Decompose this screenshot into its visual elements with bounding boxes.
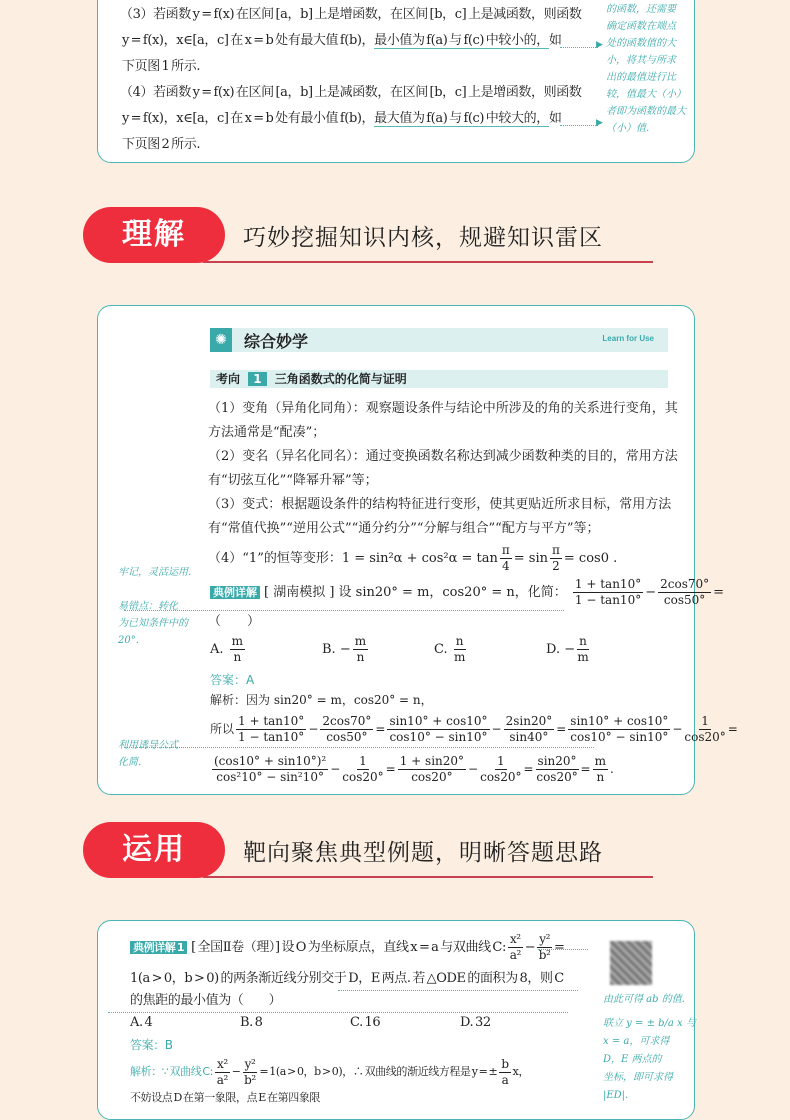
solution-step-1: 所以 $\frac{1 + \tan 10^\circ}{1 - \tan 10^\circ}$ − $\frac{2\cos 70^\circ}{\cos 50^\circ}$ = $\frac{\sin 10^\circ + \cos 10^\circ}{\cos 10^\circ - \sin 10^\circ}$ − $\frac{2\sin 20^\circ}{\sin 40^\circ}$ = $\frac{\sin 10^\circ + \cos 10^\circ}{\cos 10^\circ - \sin 10^\circ}$ − $\frac{1}{\cos 20^\circ}$ = xyxy=(210,714,738,744)
answer: 答案：A xyxy=(210,673,255,687)
banner-label: 理解 xyxy=(83,207,225,263)
analysis-line-2: 不妨设点 D 在第一象限，点 E 在第四象限 xyxy=(130,1091,321,1104)
card-monotonic-max-min xyxy=(97,0,695,163)
method-line: 有“切弦互化”“降幂升幂”等； xyxy=(208,473,378,488)
option-b[interactable]: B. − $\frac{m}{n}$ xyxy=(322,634,367,664)
item3-line3: 下页图 1 所示. xyxy=(122,59,201,74)
section-title: 综合妙学 xyxy=(244,332,309,351)
qr-code[interactable] xyxy=(610,941,652,985)
option-a[interactable]: A. $\frac{m}{n}$ xyxy=(210,634,244,664)
banner-text: 靶向聚焦典型例题，明晰答题思路 xyxy=(243,840,603,866)
option-c[interactable]: C. $\frac{n}{m}$ xyxy=(434,634,466,664)
note-solve-3: D，E 两点的 xyxy=(603,1054,662,1065)
note-error-point-3: 20°. xyxy=(118,635,139,646)
card-example xyxy=(97,920,695,1120)
method-line: （2）变名（异名化同名）：通过变换函数名称达到减少函数种类的目的，常用方法 xyxy=(208,449,678,464)
note-solve-2: x = a，可求得 xyxy=(603,1036,670,1047)
options xyxy=(210,632,610,668)
analysis: 解析：因为 sin20° = m，cos20° = n， xyxy=(210,693,433,707)
example-question: 典例详解 [ 湖南模拟 ] 设 sin20° = m，cos20° = n，化简： $\frac{1 + \tan 10^\circ}{1 - \tan 10^\circ}$ − $\frac{2\cos 70^\circ}{\cos 50^\circ}$ = xyxy=(210,576,724,610)
answer-blank: （ ） xyxy=(208,614,261,629)
banner-text: 巧妙挖掘知识内核，规避知识雷区 xyxy=(243,225,603,251)
arrow-icon: ▶ xyxy=(596,40,603,50)
option-a[interactable]: A. 4 xyxy=(130,1015,153,1030)
item3-line2: y = f(x)，x∈[a，c] 在 x = b 处有最大值 f(b)，最小值为 f(a) 与 f(c) 中较小的，如 xyxy=(122,33,562,48)
note-induction-2: 化简. xyxy=(118,757,142,768)
note-error-point-2: 为已知条件中的 xyxy=(118,618,188,629)
note-solve-5: |ED|. xyxy=(603,1090,629,1101)
option-c[interactable]: C. 16 xyxy=(350,1015,381,1030)
method-line: （3）变式：根据题设条件的结构特征进行变形，使其更贴近所求目标，常用方法 xyxy=(208,497,672,512)
note-solve: 联立 y = ± b/a x 与 xyxy=(603,1018,696,1029)
solution-step-2: $\frac{\text{(cos10° + sin10°)²}}{\text{cos²10° − sin²10°}}$ − $\frac{1}{\cos 20^\circ}$ = $\frac{1 + \sin 20^\circ}{\cos 20^\circ}$ − $\frac{1}{\cos 20^\circ}$ = $\frac{\sin 20^\circ}{\cos 20^\circ}$ = $\frac{m}{n}$ . xyxy=(214,754,614,784)
analysis: 解析：∵ 双曲线 C: $\frac{\text{x²}}{\text{a²}}$ − $\frac{\text{y²}}{\text{b²}}$ = 1(a > 0，b > 0)，∴ 双曲线的渐近线方程是 y = ± $\frac{b}{a}$ x， xyxy=(130,1056,530,1087)
option-d[interactable]: D. 32 xyxy=(460,1015,491,1030)
identity-line: （4）“1”的恒等变形：1 = sin²α + cos²α = tan $\frac{\pi}{4}$ = sin $\frac{\pi}{2}$ = cos0 . xyxy=(208,543,618,573)
item3-line1: （3）若函数 y = f(x) 在区间 [a，b] 上是增函数，在区间 [b，c] 上是减函数，则函数 xyxy=(120,7,582,22)
card-comprehensive-study xyxy=(97,305,738,795)
topic-header: 考向 1 三角函数式的化简与证明 xyxy=(210,370,668,388)
example-line-3: 的焦距的最小值为（ ） xyxy=(130,993,282,1008)
arrow-icon: ▶ xyxy=(596,118,603,128)
example-tag: 典例详解 xyxy=(210,586,260,599)
lightbulb-icon: ✺ xyxy=(210,328,232,352)
note-ab: 由此可得 ab 的值. xyxy=(603,994,685,1005)
note-error-point: 易错点：转化 xyxy=(118,601,178,612)
note-solve-4: 坐标，即可求得 xyxy=(603,1072,673,1083)
banner-understand xyxy=(83,207,653,265)
banner-apply xyxy=(83,822,653,880)
item4-line3: 下页图 2 所示. xyxy=(122,137,201,152)
example-line-2: 1(a > 0，b > 0) 的两条渐近线分别交于 D，E 两点. 若 △ODE 的面积为 8，则 C xyxy=(130,971,564,986)
method-line: 方法通常是“配凑”； xyxy=(208,425,326,440)
section-title-en: Learn for Use xyxy=(602,334,654,343)
answer: 答案：B xyxy=(130,1038,173,1052)
item4-line1: （4）若函数 y = f(x) 在区间 [a，b] 上是减函数，在区间 [b，c] 上是增函数，则函数 xyxy=(120,85,582,100)
option-b[interactable]: B. 8 xyxy=(240,1015,263,1030)
note-induction: 利用诱导公式 xyxy=(118,740,178,751)
example-line-1: 典例详解 1 [ 全国Ⅱ卷（理）] 设 O 为坐标原点，直线 x = a 与双曲线 C: $\frac{\text{x²}}{\text{a²}}$ − $\frac{\text{y²}}{\text{b²}}$ = xyxy=(130,929,565,967)
method-line: 有“常值代换”“逆用公式”“通分约分”“分解与组合”“配方与平方”等； xyxy=(208,521,600,536)
option-d[interactable]: D. − $\frac{n}{m}$ xyxy=(546,634,589,664)
note-remember: 牢记，灵活运用. xyxy=(118,567,192,578)
section-header xyxy=(210,328,668,352)
example-tag: 典例详解 1 xyxy=(130,941,187,954)
banner-label: 运用 xyxy=(83,822,225,878)
method-line: （1）变角（异角化同角）：观察题设条件与结论中所涉及的角的关系进行变角，其 xyxy=(208,401,678,416)
item4-line2: y = f(x)，x∈[a，c] 在 x = b 处有最小值 f(b)，最大值为 f(a) 与 f(c) 中较大的，如 xyxy=(122,111,562,126)
side-note: 的函数，还需要 确定函数在端点 处的函数值的大 小，将其与所求 出的最值进行比 较，值最大（小） 者即为函数的最大 （小）值. xyxy=(606,4,686,134)
